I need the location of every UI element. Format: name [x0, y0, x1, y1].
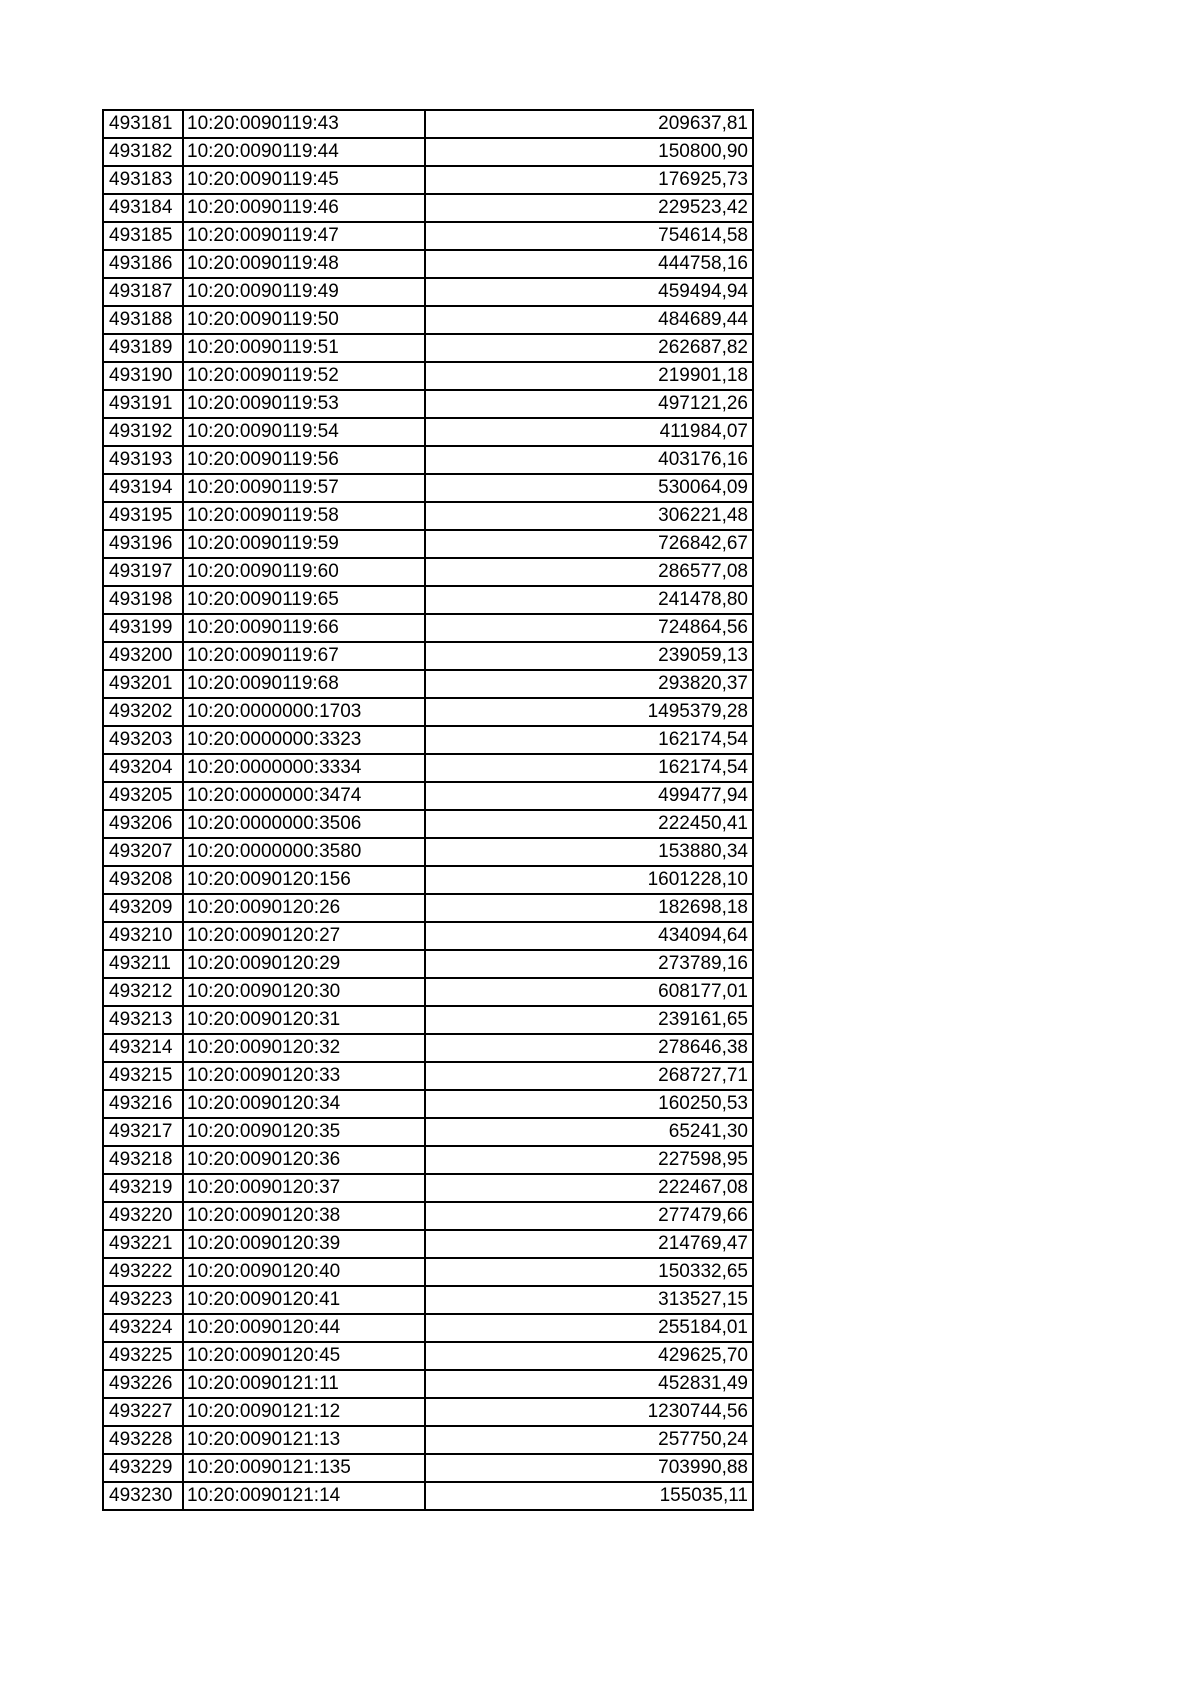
cadastral-number-cell: 10:20:0090119:46	[183, 194, 425, 222]
table-row	[103, 250, 753, 278]
amount-cell: 1495379,28	[425, 698, 753, 726]
amount-cell: 160250,53	[425, 1090, 753, 1118]
amount-cell: 255184,01	[425, 1314, 753, 1342]
cadastral-number-cell: 10:20:0000000:3506	[183, 810, 425, 838]
amount-cell: 241478,80	[425, 586, 753, 614]
amount-cell: 65241,30	[425, 1118, 753, 1146]
row-id-cell: 493209	[103, 894, 183, 922]
cadastral-number-cell: 10:20:0090119:52	[183, 362, 425, 390]
table-row	[103, 558, 753, 586]
amount-cell: 209637,81	[425, 110, 753, 138]
amount-cell: 257750,24	[425, 1426, 753, 1454]
table-row	[103, 782, 753, 810]
table-row	[103, 670, 753, 698]
row-id-cell: 493222	[103, 1258, 183, 1286]
cadastral-number-cell: 10:20:0090120:29	[183, 950, 425, 978]
amount-cell: 530064,09	[425, 474, 753, 502]
cadastral-number-cell: 10:20:0090120:33	[183, 1062, 425, 1090]
cadastral-number-cell: 10:20:0090119:44	[183, 138, 425, 166]
table-row	[103, 614, 753, 642]
cadastral-number-cell: 10:20:0090120:31	[183, 1006, 425, 1034]
amount-cell: 724864,56	[425, 614, 753, 642]
cadastral-number-cell: 10:20:0090120:39	[183, 1230, 425, 1258]
cadastral-number-cell: 10:20:0090119:51	[183, 334, 425, 362]
table-row	[103, 1118, 753, 1146]
cadastral-number-cell: 10:20:0090120:37	[183, 1174, 425, 1202]
table-row	[103, 838, 753, 866]
amount-cell: 278646,38	[425, 1034, 753, 1062]
cadastral-number-cell: 10:20:0090120:44	[183, 1314, 425, 1342]
table-row	[103, 642, 753, 670]
table-row	[103, 278, 753, 306]
amount-cell: 608177,01	[425, 978, 753, 1006]
amount-cell: 176925,73	[425, 166, 753, 194]
cadastral-number-cell: 10:20:0090119:56	[183, 446, 425, 474]
row-id-cell: 493197	[103, 558, 183, 586]
row-id-cell: 493211	[103, 950, 183, 978]
amount-cell: 277479,66	[425, 1202, 753, 1230]
cadastral-number-cell: 10:20:0090119:58	[183, 502, 425, 530]
row-id-cell: 493230	[103, 1482, 183, 1510]
cadastral-number-cell: 10:20:0090120:156	[183, 866, 425, 894]
row-id-cell: 493210	[103, 922, 183, 950]
table-row	[103, 754, 753, 782]
row-id-cell: 493189	[103, 334, 183, 362]
row-id-cell: 493203	[103, 726, 183, 754]
row-id-cell: 493213	[103, 1006, 183, 1034]
amount-cell: 313527,15	[425, 1286, 753, 1314]
table-row	[103, 1090, 753, 1118]
amount-cell: 754614,58	[425, 222, 753, 250]
row-id-cell: 493202	[103, 698, 183, 726]
amount-cell: 150332,65	[425, 1258, 753, 1286]
amount-cell: 1230744,56	[425, 1398, 753, 1426]
row-id-cell: 493207	[103, 838, 183, 866]
amount-cell: 222467,08	[425, 1174, 753, 1202]
table-row	[103, 530, 753, 558]
data-table	[102, 109, 754, 1511]
row-id-cell: 493220	[103, 1202, 183, 1230]
amount-cell: 497121,26	[425, 390, 753, 418]
amount-cell: 214769,47	[425, 1230, 753, 1258]
row-id-cell: 493186	[103, 250, 183, 278]
row-id-cell: 493219	[103, 1174, 183, 1202]
amount-cell: 452831,49	[425, 1370, 753, 1398]
cadastral-number-cell: 10:20:0090121:135	[183, 1454, 425, 1482]
table-row	[103, 1062, 753, 1090]
amount-cell: 150800,90	[425, 138, 753, 166]
row-id-cell: 493191	[103, 390, 183, 418]
amount-cell: 411984,07	[425, 418, 753, 446]
amount-cell: 293820,37	[425, 670, 753, 698]
amount-cell: 262687,82	[425, 334, 753, 362]
table-row	[103, 1034, 753, 1062]
table-row	[103, 1146, 753, 1174]
row-id-cell: 493225	[103, 1342, 183, 1370]
row-id-cell: 493192	[103, 418, 183, 446]
row-id-cell: 493198	[103, 586, 183, 614]
cadastral-number-cell: 10:20:0090121:14	[183, 1482, 425, 1510]
table-row	[103, 1230, 753, 1258]
row-id-cell: 493221	[103, 1230, 183, 1258]
row-id-cell: 493182	[103, 138, 183, 166]
table-row	[103, 1202, 753, 1230]
row-id-cell: 493217	[103, 1118, 183, 1146]
table-row	[103, 1314, 753, 1342]
amount-cell: 499477,94	[425, 782, 753, 810]
row-id-cell: 493218	[103, 1146, 183, 1174]
amount-cell: 1601228,10	[425, 866, 753, 894]
table-row	[103, 1398, 753, 1426]
amount-cell: 429625,70	[425, 1342, 753, 1370]
amount-cell: 227598,95	[425, 1146, 753, 1174]
amount-cell: 403176,16	[425, 446, 753, 474]
table-row	[103, 166, 753, 194]
row-id-cell: 493185	[103, 222, 183, 250]
cadastral-number-cell: 10:20:0000000:3334	[183, 754, 425, 782]
row-id-cell: 493193	[103, 446, 183, 474]
row-id-cell: 493184	[103, 194, 183, 222]
cadastral-number-cell: 10:20:0090119:47	[183, 222, 425, 250]
cadastral-number-cell: 10:20:0090120:45	[183, 1342, 425, 1370]
table-row	[103, 390, 753, 418]
table-row	[103, 1342, 753, 1370]
cadastral-number-cell: 10:20:0090120:30	[183, 978, 425, 1006]
cadastral-number-cell: 10:20:0090119:43	[183, 110, 425, 138]
amount-cell: 444758,16	[425, 250, 753, 278]
amount-cell: 273789,16	[425, 950, 753, 978]
amount-cell: 229523,42	[425, 194, 753, 222]
amount-cell: 162174,54	[425, 754, 753, 782]
cadastral-number-cell: 10:20:0090119:49	[183, 278, 425, 306]
cadastral-number-cell: 10:20:0090119:68	[183, 670, 425, 698]
amount-cell: 306221,48	[425, 502, 753, 530]
row-id-cell: 493214	[103, 1034, 183, 1062]
cadastral-number-cell: 10:20:0090119:59	[183, 530, 425, 558]
table-row	[103, 474, 753, 502]
cadastral-number-cell: 10:20:0090119:45	[183, 166, 425, 194]
amount-cell: 162174,54	[425, 726, 753, 754]
table-row	[103, 138, 753, 166]
amount-cell: 219901,18	[425, 362, 753, 390]
cadastral-number-cell: 10:20:0090120:38	[183, 1202, 425, 1230]
cadastral-number-cell: 10:20:0000000:3580	[183, 838, 425, 866]
cadastral-number-cell: 10:20:0090120:41	[183, 1286, 425, 1314]
row-id-cell: 493190	[103, 362, 183, 390]
amount-cell: 155035,11	[425, 1482, 753, 1510]
row-id-cell: 493200	[103, 642, 183, 670]
row-id-cell: 493226	[103, 1370, 183, 1398]
cadastral-number-cell: 10:20:0090120:27	[183, 922, 425, 950]
table-row	[103, 1482, 753, 1510]
cadastral-number-cell: 10:20:0090120:40	[183, 1258, 425, 1286]
amount-cell: 703990,88	[425, 1454, 753, 1482]
cadastral-number-cell: 10:20:0090119:57	[183, 474, 425, 502]
cadastral-number-cell: 10:20:0090121:11	[183, 1370, 425, 1398]
table-body	[103, 110, 753, 1510]
cadastral-number-cell: 10:20:0000000:1703	[183, 698, 425, 726]
amount-cell: 286577,08	[425, 558, 753, 586]
row-id-cell: 493204	[103, 754, 183, 782]
cadastral-number-cell: 10:20:0000000:3474	[183, 782, 425, 810]
row-id-cell: 493228	[103, 1426, 183, 1454]
cadastral-number-cell: 10:20:0090119:48	[183, 250, 425, 278]
cadastral-number-cell: 10:20:0090120:34	[183, 1090, 425, 1118]
table-row	[103, 866, 753, 894]
table-row	[103, 1370, 753, 1398]
cadastral-number-cell: 10:20:0090121:12	[183, 1398, 425, 1426]
row-id-cell: 493194	[103, 474, 183, 502]
table-row	[103, 1286, 753, 1314]
cadastral-number-cell: 10:20:0090119:65	[183, 586, 425, 614]
amount-cell: 268727,71	[425, 1062, 753, 1090]
cadastral-number-cell: 10:20:0090120:35	[183, 1118, 425, 1146]
table-row	[103, 334, 753, 362]
amount-cell: 222450,41	[425, 810, 753, 838]
row-id-cell: 493181	[103, 110, 183, 138]
table-row	[103, 1258, 753, 1286]
table-row	[103, 950, 753, 978]
row-id-cell: 493223	[103, 1286, 183, 1314]
row-id-cell: 493183	[103, 166, 183, 194]
row-id-cell: 493208	[103, 866, 183, 894]
amount-cell: 239161,65	[425, 1006, 753, 1034]
cadastral-number-cell: 10:20:0090120:32	[183, 1034, 425, 1062]
cadastral-number-cell: 10:20:0090119:54	[183, 418, 425, 446]
table-row	[103, 502, 753, 530]
table-row	[103, 418, 753, 446]
row-id-cell: 493216	[103, 1090, 183, 1118]
row-id-cell: 493206	[103, 810, 183, 838]
table-row	[103, 978, 753, 1006]
row-id-cell: 493188	[103, 306, 183, 334]
table-row	[103, 698, 753, 726]
table-row	[103, 194, 753, 222]
cadastral-number-cell: 10:20:0090119:50	[183, 306, 425, 334]
table-row	[103, 1454, 753, 1482]
table-row	[103, 306, 753, 334]
table-row	[103, 362, 753, 390]
row-id-cell: 493212	[103, 978, 183, 1006]
table-row	[103, 1426, 753, 1454]
row-id-cell: 493229	[103, 1454, 183, 1482]
table-row	[103, 922, 753, 950]
amount-cell: 153880,34	[425, 838, 753, 866]
row-id-cell: 493205	[103, 782, 183, 810]
table-row	[103, 446, 753, 474]
table-row	[103, 586, 753, 614]
row-id-cell: 493215	[103, 1062, 183, 1090]
amount-cell: 239059,13	[425, 642, 753, 670]
cadastral-number-cell: 10:20:0090119:60	[183, 558, 425, 586]
cadastral-number-cell: 10:20:0090119:66	[183, 614, 425, 642]
cadastral-number-cell: 10:20:0090119:53	[183, 390, 425, 418]
row-id-cell: 493199	[103, 614, 183, 642]
row-id-cell: 493187	[103, 278, 183, 306]
row-id-cell: 493201	[103, 670, 183, 698]
cadastral-number-cell: 10:20:0090120:36	[183, 1146, 425, 1174]
amount-cell: 459494,94	[425, 278, 753, 306]
row-id-cell: 493227	[103, 1398, 183, 1426]
cadastral-number-cell: 10:20:0000000:3323	[183, 726, 425, 754]
table-row	[103, 110, 753, 138]
cadastral-number-cell: 10:20:0090121:13	[183, 1426, 425, 1454]
row-id-cell: 493195	[103, 502, 183, 530]
cadastral-number-cell: 10:20:0090119:67	[183, 642, 425, 670]
amount-cell: 484689,44	[425, 306, 753, 334]
amount-cell: 726842,67	[425, 530, 753, 558]
table-row	[103, 1006, 753, 1034]
table-row	[103, 726, 753, 754]
table-row	[103, 810, 753, 838]
table-row	[103, 894, 753, 922]
row-id-cell: 493196	[103, 530, 183, 558]
cadastral-number-cell: 10:20:0090120:26	[183, 894, 425, 922]
amount-cell: 434094,64	[425, 922, 753, 950]
row-id-cell: 493224	[103, 1314, 183, 1342]
amount-cell: 182698,18	[425, 894, 753, 922]
table-row	[103, 222, 753, 250]
table-row	[103, 1174, 753, 1202]
